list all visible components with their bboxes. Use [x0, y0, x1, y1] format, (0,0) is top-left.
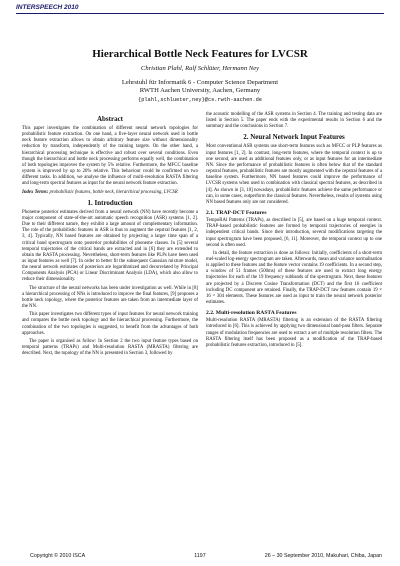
header-rule	[16, 13, 384, 14]
footer-copyright: Copyright © 2010 ISCA	[30, 553, 86, 559]
intro-heading: 1. Introduction	[87, 198, 133, 207]
left-column	[22, 112, 198, 359]
intro-continuation: the acoustic modelling of the ASR systems in Section 4. The training and testing data are listed in Section 5. The paper ends with the experimental results in Section 6 and the summary and the conclusions in Section 7.	[206, 112, 382, 130]
subsection-2-1-paragraph-1: TempoRAl Patterns (TRAPs), as described in [5], are based on a huge temporal context. TRAP-based probabilistic features are formed by temporal trajectories of energies in independent critical bands. Since their introduction, several modifications targeting the input spectrogram have been proposed, [6, 11]. Moreover, the temporal context up to one second is often used.	[206, 218, 382, 248]
footer-conference-location: 26 – 30 September 2010, Makuhari, Chiba, Japan	[264, 553, 382, 559]
paper-authors: Christian Plahl, Ralf Schlüter, Hermann Ney	[140, 65, 260, 72]
index-terms	[22, 190, 198, 196]
subsection-2-2-heading: 2.2. Multi-resolution RASTA Features	[206, 310, 297, 317]
abstract-text: This paper investigates the combination of different neural network topologies for probabilistic feature extraction. On one hand, a five-layer neural network used in bottle neck feature extraction allows to obtain arbitrary feature size without dimensionality reduction by transform, independently of the training targets. On the other hand, a hierarchical processing technique is effective and robust over several conditions. Even though the hierarchical and bottle neck processing performs equally well, the combination of both topologies improves the system by 5% relative. Furthermore, the MFCC baseline system is improved by up to 20% relative. This behaviour could be confirmed on two different tasks. In addition, we analyse the influence of multi-resolution RASTA filtering and long-term spectral features as input for the neural network feature extraction.	[22, 126, 198, 187]
subsection-2-1-paragraph-2: In detail, the feature extraction is done as follows: Initially, coefficients of a short-term mel-scaled log-energy spectrogram are taken. Afterwards, mean and variance normalisation is applied to these features and the feature vector contains 19 coefficients. In a second step, a window of 51 frames (500ms) of these features are used to extract long energy trajectories for each of the 19 frequency subbands of the spectrogram. Next, these features are projected by a Discrete Cosine Transformation (DCT) and the first 16 coefficient including DC component are retained. Finally, the TRAP-DCT raw features contain 19 × 16 = 304 elements. These features are used as input to train the neural network posterior estimates.	[206, 250, 382, 306]
section-2-paragraph: Most conventional ASR systems use short-term features such as MFCC or PLP features as input features [1, 2]. In contrast, long-term features, where the temporal context is up to one second, are used as additional features only, or as input features for an intermediate NN. Since the performance of probabilistic features is often below that of the standard cepstral features, probabilistic features are mostly augmented with the cepstral features of a baseline system. Furthermore, NN based features could improve the performance of LVCSR systems when used in combination with classical spectral features, as described in [4]. As shown in [3, 10] nowadays, probabilistic features achieve the same performance or can, in some cases, outperform the classical features. Nevertheless, results of systems using NN based features only are not considered.	[206, 144, 382, 205]
venue-header: INTERSPEECH 2010	[16, 4, 79, 11]
affiliation-line-1: Lehrstuhl für Informatik 6 - Computer Science Department	[121, 79, 279, 86]
intro-paragraph-4: The paper is organised as follow: In Section 2 the two input feature types based on temporal patterns (TRAPs) and Multi-resolution RASTA (MRASTA) filtering are described. Next, the topology of the NN is presented in Section 3, followed by	[22, 338, 198, 357]
right-column	[206, 112, 382, 351]
abstract-heading: Abstract	[96, 115, 124, 123]
intro-paragraph-2: The structure of the neural networks has been under investigation as well. While in [8] a hierarchical processing of NNs is introduced to improve the final features, [9] proposes a bottle neck topology, where the posterior features are taken from an intermediate layer of the NN.	[22, 285, 198, 310]
index-terms-label: Index Terms:	[22, 189, 49, 195]
index-terms-text: probabilistic features, bottle neck, hierarchical processing, LVCSR	[49, 189, 178, 195]
section-2-heading: 2. Neural Network Input Features	[243, 133, 345, 142]
footer-page-number: 1197	[194, 553, 206, 559]
intro-paragraph-3: This paper investigates two different types of input features for neural network training and compares the bottle neck topology and the hierarchical processing. Furthermore, the combination of the two topologies is suggested, to benefit from the advantages of both approaches.	[22, 312, 198, 336]
affiliation	[0, 79, 400, 95]
intro-paragraph-1: Phoneme posterior estimates derived from a neural network (NN) have recently become a major component of state-of-the-art automatic speech recognition (ASR) systems [1, 2]. Due to their different nature, they exhibit a large amount of complementary information. The role of the probabilistic features in ASR is thus to augment the cepstral features [1, 2, 3, 4]. Typically, NN based features are obtained by projecting a larger time span of a critical band spectrogram onto posterior probabilities of phoneme classes. In [5] several temporal trajectories of the critical bands are extracted and in [6] they are extended to obtain the RASTA processing. Nevertheless, short-term features like PLPs have been used as input features as well [7]. In order to better fit the subsequent Gaussian mixture model, the neural network estimates of posteriors are logarithmized and decorrelated by Principal Components Analysis (PCA) or Linear Discriminant Analysis (LDA), which also allow to reduce their dimensionality.	[22, 209, 198, 283]
subsection-2-2-paragraph: Multi-resolution RASTA (MRASTA) filtering is an extension of the RASTA filtering introduced in [6]. This is achieved by applying two dimensional band-pass filters. Separate ranges of modulation frequencies are used to extract a set of multiple resolution filters. The RASTA filtering itself has been proposed as a modification of the TRAP-based probabilistic features extraction, introduced in [5].	[206, 318, 382, 348]
subsection-2-1-heading: 2.1. TRAP-DCT Features	[206, 210, 267, 217]
author-email: {plahl,schlueter,ney}@cs.rwth-aachen.de	[138, 97, 262, 103]
affiliation-line-2: RWTH Aachen University, Aachen, Germany	[139, 87, 261, 95]
paper-title: Hierarchical Bottle Neck Features for LVCSR	[92, 48, 308, 60]
